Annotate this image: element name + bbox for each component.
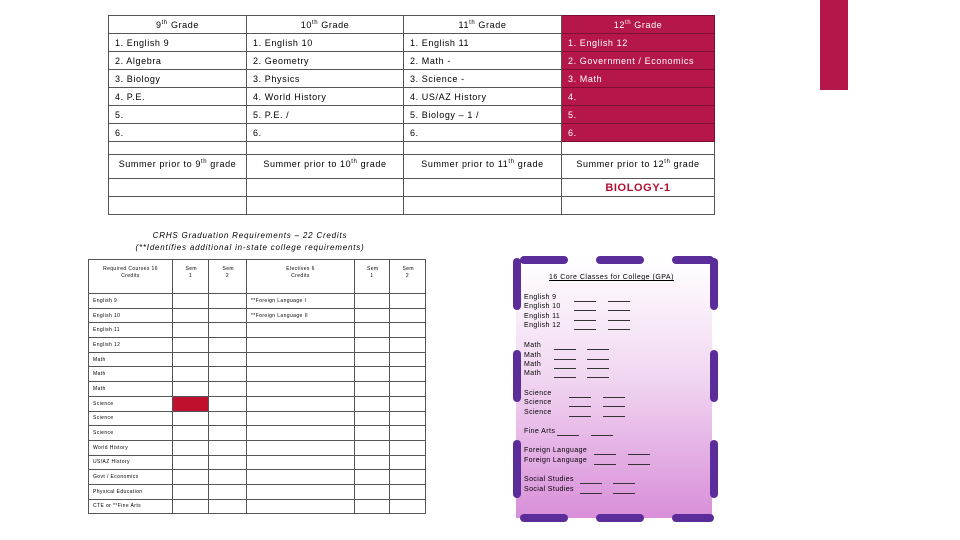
spacer-row — [109, 142, 715, 155]
elective-course[interactable] — [247, 499, 355, 514]
summer-label-row — [109, 155, 715, 179]
requirement-row — [89, 470, 426, 485]
schedule-cell[interactable]: 5. — [562, 106, 715, 124]
summer-course-cell[interactable] — [404, 197, 562, 215]
panel-dash — [520, 514, 568, 522]
schedule-row — [109, 34, 715, 52]
required-course: English 12 — [89, 338, 173, 353]
sem-cell[interactable] — [209, 426, 247, 441]
requirement-row — [89, 484, 426, 499]
sem-cell[interactable] — [209, 499, 247, 514]
sem-cell[interactable] — [390, 308, 426, 323]
core-science-label: Science — [524, 409, 552, 416]
core-foreign-language-label: Foreign Language — [524, 447, 588, 454]
core-classes-title: 16 Core Classes for College (GPA) — [549, 274, 674, 281]
schedule-cell[interactable]: 2. Government / Economics — [562, 52, 715, 70]
sem-cell[interactable] — [390, 352, 426, 367]
four-year-schedule-table — [108, 15, 715, 215]
sem-cell[interactable] — [355, 352, 390, 367]
schedule-cell[interactable]: 3. Physics — [247, 70, 404, 88]
elective-course[interactable] — [247, 470, 355, 485]
summer-course-cell[interactable] — [404, 179, 562, 197]
panel-dash — [513, 440, 521, 498]
requirement-row — [89, 396, 426, 411]
schedule-cell[interactable]: 1. English 9 — [109, 34, 247, 52]
elective-course[interactable] — [247, 440, 355, 455]
core-english-label: English 11 — [524, 313, 561, 320]
sem-cell[interactable] — [355, 367, 390, 382]
grade-blank[interactable] — [569, 406, 591, 407]
summer-course-12[interactable]: BIOLOGY-1 — [562, 179, 715, 197]
sem-cell[interactable] — [390, 367, 426, 382]
panel-dash — [520, 256, 568, 264]
electives-header — [247, 260, 355, 294]
sem-cell[interactable] — [173, 411, 209, 426]
elective-course[interactable] — [247, 396, 355, 411]
sem-cell[interactable] — [355, 411, 390, 426]
grade-12-header: 12th Grade — [562, 16, 715, 34]
schedule-cell[interactable]: 1. English 10 — [247, 34, 404, 52]
requirement-row — [89, 440, 426, 455]
sem-cell[interactable] — [173, 499, 209, 514]
summer-label: Summer prior to 9th grade — [109, 155, 247, 179]
schedule-cell[interactable]: 6. — [247, 124, 404, 142]
spacer-cell — [404, 142, 562, 155]
grade-blank[interactable] — [594, 454, 616, 455]
sem-cell[interactable] — [173, 367, 209, 382]
sem-cell[interactable] — [209, 484, 247, 499]
accent-bar — [820, 0, 848, 90]
requirements-subtitle: (**Identifies additional in-state college requirements) — [135, 243, 365, 252]
sem-cell[interactable] — [209, 323, 247, 338]
sem1-header-text: Sem 1 — [367, 266, 379, 279]
panel-dash — [710, 258, 718, 310]
schedule-row — [109, 106, 715, 124]
sem-cell[interactable] — [209, 411, 247, 426]
schedule-cell[interactable]: 5. — [109, 106, 247, 124]
core-english-label: English 12 — [524, 322, 561, 329]
grade-blank[interactable] — [557, 435, 579, 436]
requirement-row — [89, 308, 426, 323]
summer-course-cell[interactable] — [109, 197, 247, 215]
sem-cell[interactable] — [173, 484, 209, 499]
grade-9-header: 9th Grade — [109, 16, 247, 34]
elective-course: **Foreign Language II — [247, 308, 355, 323]
spacer-cell — [109, 142, 247, 155]
grade-blank[interactable] — [574, 301, 596, 302]
grade-blank[interactable] — [603, 416, 625, 417]
grade-blank[interactable] — [569, 397, 591, 398]
schedule-cell[interactable]: 5. Biology – 1 / — [404, 106, 562, 124]
requirements-title: CRHS Graduation Requirements – 22 Credits — [152, 231, 348, 240]
grade-blank[interactable] — [580, 493, 602, 494]
schedule-cell[interactable]: 3. Biology — [109, 70, 247, 88]
grade-blank[interactable] — [580, 483, 602, 484]
grade-blank[interactable] — [594, 464, 616, 465]
core-science-label: Science — [524, 399, 552, 406]
spacer-cell — [247, 142, 404, 155]
grade-blank[interactable] — [608, 320, 630, 321]
required-course: CTE or **Fine Arts — [89, 499, 173, 514]
sem-cell-highlighted[interactable] — [173, 396, 209, 411]
grade-blank[interactable] — [587, 359, 609, 360]
core-foreign-language-label: Foreign Language — [524, 457, 588, 464]
summer-course-cell[interactable] — [247, 179, 404, 197]
schedule-cell[interactable]: 5. P.E. / — [247, 106, 404, 124]
sem2-header — [209, 260, 247, 294]
core-social-studies-label: Social Studies — [524, 486, 574, 493]
core-math-label: Math — [524, 352, 542, 359]
grade-blank[interactable] — [554, 349, 576, 350]
elective-course[interactable] — [247, 338, 355, 353]
sem-cell[interactable] — [355, 338, 390, 353]
sem2-header-text: Sem 2 — [402, 266, 414, 279]
sem-cell[interactable] — [390, 411, 426, 426]
schedule-cell[interactable]: 6. — [562, 124, 715, 142]
sem-cell[interactable] — [355, 396, 390, 411]
sem-cell[interactable] — [173, 338, 209, 353]
required-course: Govt / Economics — [89, 470, 173, 485]
grade-blank[interactable] — [554, 377, 576, 378]
sem-cell[interactable] — [390, 499, 426, 514]
schedule-row — [109, 124, 715, 142]
schedule-row — [109, 88, 715, 106]
panel-dash — [596, 256, 644, 264]
sem-cell[interactable] — [355, 294, 390, 309]
grade-blank[interactable] — [587, 368, 609, 369]
panel-dash — [513, 350, 521, 402]
sem-cell[interactable] — [390, 294, 426, 309]
required-course: English 11 — [89, 323, 173, 338]
sem-cell[interactable] — [355, 484, 390, 499]
sem-cell[interactable] — [355, 382, 390, 397]
sem-cell[interactable] — [390, 382, 426, 397]
spacer-cell — [562, 142, 715, 155]
schedule-cell[interactable]: 4. P.E. — [109, 88, 247, 106]
elective-course[interactable] — [247, 426, 355, 441]
graduation-requirements-table — [88, 259, 426, 514]
panel-dash — [672, 256, 714, 264]
sem-cell[interactable] — [390, 338, 426, 353]
sem-cell[interactable] — [209, 382, 247, 397]
grade-blank[interactable] — [574, 329, 596, 330]
grade-blank[interactable] — [613, 493, 635, 494]
panel-dash — [672, 514, 714, 522]
summer-course-cell[interactable] — [247, 197, 404, 215]
sem2-header-text: Sem 2 — [222, 266, 234, 279]
sem-cell[interactable] — [173, 294, 209, 309]
sem-cell[interactable] — [173, 426, 209, 441]
sem-cell[interactable] — [209, 308, 247, 323]
grade-blank[interactable] — [554, 368, 576, 369]
elective-course[interactable] — [247, 382, 355, 397]
required-course: Science — [89, 411, 173, 426]
sem-cell[interactable] — [355, 470, 390, 485]
summer-course-cell[interactable] — [562, 197, 715, 215]
required-course: Math — [89, 382, 173, 397]
schedule-cell[interactable]: 3. Science - — [404, 70, 562, 88]
sem-cell[interactable] — [390, 323, 426, 338]
sem-cell[interactable] — [390, 396, 426, 411]
grade-10-header: 10th Grade — [247, 16, 404, 34]
sem1-header-text: Sem 1 — [185, 266, 197, 279]
schedule-cell[interactable]: 2. Algebra — [109, 52, 247, 70]
summer-course-cell[interactable] — [109, 179, 247, 197]
requirement-row — [89, 367, 426, 382]
sem-cell[interactable] — [209, 338, 247, 353]
schedule-cell[interactable]: 1. English 11 — [404, 34, 562, 52]
required-courses-header — [89, 260, 173, 294]
grade-blank[interactable] — [603, 406, 625, 407]
grade-blank[interactable] — [613, 483, 635, 484]
elective-course[interactable] — [247, 484, 355, 499]
panel-dash — [710, 440, 718, 498]
grade-blank[interactable] — [574, 310, 596, 311]
sem-cell[interactable] — [173, 323, 209, 338]
sem-cell[interactable] — [390, 470, 426, 485]
core-math-label: Math — [524, 361, 542, 368]
sem-cell[interactable] — [390, 426, 426, 441]
schedule-cell[interactable]: 6. — [404, 124, 562, 142]
grade-blank[interactable] — [587, 377, 609, 378]
sem-cell[interactable] — [209, 470, 247, 485]
grade-header-row — [109, 16, 715, 34]
sem-cell[interactable] — [390, 440, 426, 455]
requirement-row — [89, 455, 426, 470]
sem-cell[interactable] — [355, 308, 390, 323]
panel-dash — [596, 514, 644, 522]
required-course: Science — [89, 396, 173, 411]
schedule-cell[interactable]: 2. Geometry — [247, 52, 404, 70]
core-social-studies-label: Social Studies — [524, 476, 574, 483]
sem-cell[interactable] — [209, 440, 247, 455]
core-science-label: Science — [524, 390, 552, 397]
core-math-label: Math — [524, 342, 542, 349]
sem-cell[interactable] — [355, 440, 390, 455]
requirement-row — [89, 382, 426, 397]
requirement-row — [89, 352, 426, 367]
grade-blank[interactable] — [603, 397, 625, 398]
requirement-row — [89, 323, 426, 338]
grade-blank[interactable] — [608, 310, 630, 311]
sem-cell[interactable] — [173, 440, 209, 455]
sem-cell[interactable] — [173, 455, 209, 470]
schedule-cell[interactable]: 4. World History — [247, 88, 404, 106]
schedule-cell[interactable]: 2. Math - — [404, 52, 562, 70]
sem-cell[interactable] — [355, 499, 390, 514]
elective-course[interactable] — [247, 323, 355, 338]
summer-course-row — [109, 179, 715, 197]
sem-cell[interactable] — [173, 308, 209, 323]
schedule-cell[interactable]: 3. Math — [562, 70, 715, 88]
sem-cell[interactable] — [209, 396, 247, 411]
grade-blank[interactable] — [608, 301, 630, 302]
required-course: US/AZ History — [89, 455, 173, 470]
schedule-cell[interactable]: 6. — [109, 124, 247, 142]
electives-header-text: Electives 6 Credits — [286, 266, 315, 279]
required-course: English 9 — [89, 294, 173, 309]
sem-cell[interactable] — [209, 367, 247, 382]
sem1-header — [355, 260, 390, 294]
requirement-row — [89, 426, 426, 441]
grade-blank[interactable] — [628, 464, 650, 465]
sem-cell[interactable] — [390, 484, 426, 499]
sem-cell[interactable] — [209, 352, 247, 367]
elective-course[interactable] — [247, 352, 355, 367]
sem-cell[interactable] — [173, 470, 209, 485]
sem-cell[interactable] — [209, 455, 247, 470]
grade-11-header: 11th Grade — [404, 16, 562, 34]
sem-cell[interactable] — [173, 352, 209, 367]
core-english-label: English 9 — [524, 294, 557, 301]
requirement-row — [89, 338, 426, 353]
core-fine-arts-label: Fine Arts — [524, 428, 556, 435]
required-course: Math — [89, 352, 173, 367]
sem2-header — [390, 260, 426, 294]
grade-blank[interactable] — [569, 416, 591, 417]
sem1-header — [173, 260, 209, 294]
sem-cell[interactable] — [355, 455, 390, 470]
requirement-row — [89, 294, 426, 309]
requirement-row — [89, 411, 426, 426]
grade-blank[interactable] — [554, 359, 576, 360]
schedule-cell[interactable]: 4. US/AZ History — [404, 88, 562, 106]
summer-label: Summer prior to 10th grade — [247, 155, 404, 179]
schedule-row — [109, 70, 715, 88]
summer-label: Summer prior to 12th grade — [562, 155, 715, 179]
elective-course[interactable] — [247, 411, 355, 426]
required-course: Science — [89, 426, 173, 441]
summer-course-row — [109, 197, 715, 215]
schedule-cell[interactable]: 4. — [562, 88, 715, 106]
sem-cell[interactable] — [355, 426, 390, 441]
schedule-cell[interactable]: 1. English 12 — [562, 34, 715, 52]
requirement-row — [89, 499, 426, 514]
grade-blank[interactable] — [628, 454, 650, 455]
grade-blank[interactable] — [587, 349, 609, 350]
grade-blank[interactable] — [591, 435, 613, 436]
panel-dash — [513, 258, 521, 310]
required-course: English 10 — [89, 308, 173, 323]
elective-course: **Foreign Language I — [247, 294, 355, 309]
requirements-header-row — [89, 260, 426, 294]
grade-blank[interactable] — [608, 329, 630, 330]
sem-cell[interactable] — [173, 382, 209, 397]
elective-course[interactable] — [247, 455, 355, 470]
grade-blank[interactable] — [574, 320, 596, 321]
required-courses-header-text: Required Courses 16 Credits — [103, 266, 158, 279]
schedule-row — [109, 52, 715, 70]
required-course: Math — [89, 367, 173, 382]
summer-label: Summer prior to 11th grade — [404, 155, 562, 179]
required-course: World History — [89, 440, 173, 455]
core-math-label: Math — [524, 370, 542, 377]
core-english-label: English 10 — [524, 303, 561, 310]
sem-cell[interactable] — [209, 294, 247, 309]
required-course: Physical Education — [89, 484, 173, 499]
panel-dash — [710, 350, 718, 402]
sem-cell[interactable] — [390, 455, 426, 470]
requirements-title-block — [120, 230, 380, 254]
elective-course[interactable] — [247, 367, 355, 382]
sem-cell[interactable] — [355, 323, 390, 338]
